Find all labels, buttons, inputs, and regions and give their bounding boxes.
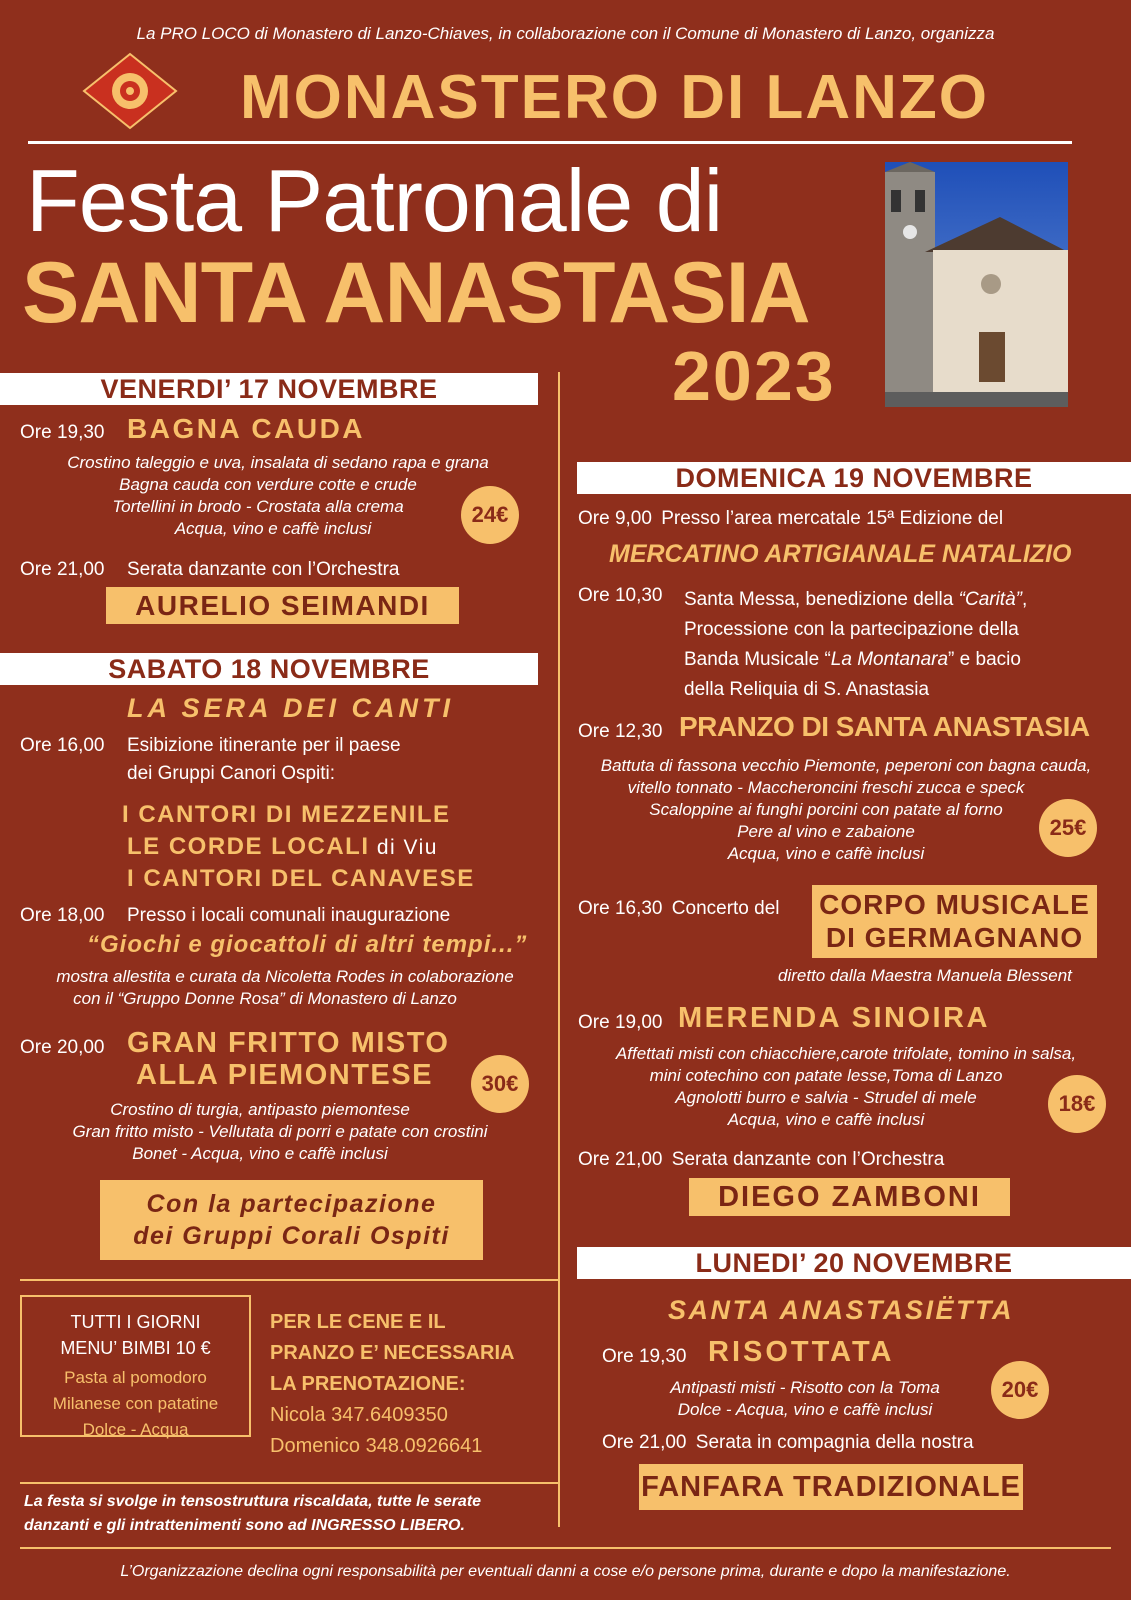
band-box — [812, 885, 1097, 958]
menu-line: Acqua, vino e caffè inclusi — [727, 1110, 925, 1129]
mass-line-4: della Reliquia di S. Anastasia — [684, 679, 930, 700]
mass-line-1 — [684, 585, 1027, 615]
monday-subtitle: SANTA ANASTASIËTTA — [668, 1295, 1014, 1325]
kids-menu-box — [20, 1295, 251, 1437]
merenda-price: 18€ — [1048, 1075, 1106, 1133]
kids-item: Milanese con patatine — [52, 1394, 219, 1413]
menu-line: vitello tonnato - Maccheroncini freschi zucca e speck — [627, 778, 1025, 797]
note-line: con il “Gruppo Donne Rosa” di Monastero di Lanzo — [73, 989, 457, 1008]
band-director: diretto dalla Maestra Manuela Blessent — [778, 966, 1072, 985]
choir-2-name: LE CORDE LOCALI — [127, 833, 370, 860]
sunday-time-1 — [578, 508, 1003, 530]
saturday-time-3: Ore 20,00 — [20, 1037, 105, 1058]
dinner-title-2: ALLA PIEMONTESE — [136, 1059, 433, 1091]
menu-line: Bonet - Acqua, vino e caffè inclusi — [132, 1144, 388, 1163]
saturday-price: 30€ — [471, 1055, 529, 1113]
day-sunday: DOMENICA 19 NOVEMBRE — [577, 462, 1131, 494]
mass-l1b: “Carità” — [958, 589, 1022, 610]
sunday-orchestra: DIEGO ZAMBONI — [689, 1178, 1010, 1216]
lunch-menu — [566, 755, 1126, 865]
saturday-time-1: Ore 16,00 — [20, 735, 105, 756]
saturday-event-2: Presso i locali comunali inaugurazione — [127, 905, 451, 926]
menu-line: Acqua, vino e caffè inclusi — [727, 844, 925, 863]
monday-menu — [630, 1377, 980, 1421]
time-label: Ore 21,00 — [578, 1149, 663, 1170]
menu-line: Bagna cauda con verdure cotte e crude — [119, 475, 417, 494]
menu-line: mini cotechino con patate lesse,Toma di Lanzo — [649, 1066, 1003, 1085]
menu-line: Antipasti misti - Risotto con la Toma — [670, 1378, 940, 1397]
year-title: 2023 — [672, 337, 836, 415]
kids-line: TUTTI I GIORNI — [70, 1312, 201, 1332]
mass-line-2: Processione con la partecipazione della — [684, 619, 1019, 640]
participation-box — [100, 1180, 483, 1260]
mass-text — [684, 585, 1027, 705]
menu-line: Battuta di fassona vecchio Piemonte, peperoni con bagna cauda, — [600, 756, 1092, 775]
saturday-subtitle: LA SERA DEI CANTI — [127, 693, 455, 723]
monday-event-title: RISOTTATA — [708, 1336, 895, 1368]
day-friday: VENERDI’ 17 NOVEMBRE — [0, 373, 538, 405]
exhibit-note — [20, 966, 550, 1010]
booking-info — [270, 1307, 514, 1462]
sunday-time-4 — [578, 898, 780, 920]
event-text: Concerto del — [671, 898, 780, 919]
note-line: La festa si svolge in tensostruttura riscaldata, tutte le serate — [24, 1493, 482, 1510]
lunch-title: PRANZO DI SANTA ANASTASIA — [679, 711, 1090, 742]
event-text: Presso l’area mercatale 15ª Edizione del — [661, 508, 1004, 529]
monday-time-1: Ore 19,30 — [602, 1346, 687, 1367]
friday-dance: Serata danzante con l’Orchestra — [127, 559, 400, 580]
footer-disclaimer: L’Organizzazione declina ogni responsabilità per eventuali danni a cose e/o persone prima, durante e dopo la manifestazione. — [120, 1563, 1011, 1580]
sunday-time-2: Ore 10,30 — [578, 585, 663, 606]
friday-orchestra: AURELIO SEIMANDI — [106, 587, 459, 624]
friday-time-2: Ore 21,00 — [20, 559, 105, 580]
menu-line: Tortellini in brodo - Crostata alla crema — [112, 497, 404, 516]
saturday-event-1a: Esibizione itinerante per il paese — [127, 735, 401, 756]
header-divider — [28, 141, 1072, 144]
kids-line: MENU’ BIMBI 10 € — [60, 1338, 211, 1358]
time-label: Ore 21,00 — [602, 1432, 687, 1453]
menu-line: Affettati misti con chiacchiere,carote trifolate, tomino in salsa, — [615, 1044, 1077, 1063]
friday-menu — [28, 452, 528, 540]
note-line: mostra allestita e curata da Nicoletta Rodes in colaborazione — [56, 967, 514, 986]
lunch-price: 25€ — [1039, 799, 1097, 857]
menu-line: Crostino di turgia, antipasto piemontese — [110, 1100, 410, 1119]
saturday-event-1b: dei Gruppi Canori Ospiti: — [127, 763, 336, 784]
booking-line: PER LE CENE E IL — [270, 1311, 446, 1333]
choir-1: I CANTORI DI MEZZENILE — [122, 801, 451, 828]
note-line: danzanti e gli intrattenimenti sono ad INGRESSO LIBERO. — [24, 1517, 465, 1534]
market-title: MERCATINO ARTIGIANALE NATALIZIO — [609, 540, 1072, 568]
band-line: CORPO MUSICALE — [819, 889, 1090, 920]
menu-line: Gran fritto misto - Vellutata di porri e patate con crostini — [72, 1122, 488, 1141]
menu-line: Pere al vino e zabaione — [737, 822, 915, 841]
fanfara-box: FANFARA TRADIZIONALE — [639, 1464, 1023, 1510]
friday-time-1: Ore 19,30 — [20, 422, 105, 443]
day-saturday: SABATO 18 NOVEMBRE — [0, 653, 538, 685]
band-line: DI GERMAGNANO — [825, 922, 1084, 953]
santa-title: SANTA ANASTASIA — [22, 245, 810, 341]
exhibit-title: “Giochi e giocattoli di altri tempi...” — [87, 931, 528, 958]
venue-note — [24, 1490, 481, 1538]
sunday-time-6 — [578, 1149, 944, 1171]
monday-price: 20€ — [991, 1361, 1049, 1419]
dinner-title-1: GRAN FRITTO MISTO — [127, 1027, 450, 1059]
merenda-menu — [566, 1043, 1126, 1131]
church-photo — [885, 162, 1068, 407]
mass-line-3 — [684, 645, 1027, 675]
participation-line: Con la partecipazione — [146, 1190, 437, 1218]
menu-line: Crostino taleggio e uva, insalata di sedano rapa e grana — [67, 453, 489, 472]
booking-line: PRANZO E’ NECESSARIA — [270, 1342, 515, 1364]
kids-item: Pasta al pomodoro — [64, 1368, 207, 1387]
merenda-title: MERENDA SINOIRA — [678, 1002, 990, 1034]
event-text: Serata in compagnia della nostra — [695, 1432, 974, 1453]
menu-line: Agnolotti burro e salvia - Strudel di mele — [675, 1088, 977, 1107]
choir-2-place: di Viu — [369, 836, 438, 859]
booking-contact: Domenico 348.0926641 — [270, 1435, 483, 1457]
left-bottom-divider — [20, 1279, 560, 1281]
menu-line: Dolce - Acqua, vino e caffè inclusi — [677, 1400, 933, 1419]
friday-price: 24€ — [461, 486, 519, 544]
mass-l3c: ” e bacio — [948, 649, 1021, 670]
sunday-time-3: Ore 12,30 — [578, 721, 663, 742]
time-label: Ore 9,00 — [578, 508, 652, 529]
sunday-time-5: Ore 19,00 — [578, 1012, 663, 1033]
kids-item: Dolce - Acqua — [82, 1420, 189, 1439]
note-divider — [20, 1482, 560, 1484]
day-monday: LUNEDI’ 20 NOVEMBRE — [577, 1247, 1131, 1279]
choir-3: I CANTORI DEL CANAVESE — [127, 865, 475, 892]
town-title: MONASTERO DI LANZO — [240, 63, 989, 132]
proloco-logo — [80, 50, 180, 132]
booking-contact: Nicola 347.6409350 — [270, 1404, 448, 1426]
mass-l3b: La Montanara — [830, 649, 949, 670]
menu-line: Acqua, vino e caffè inclusi — [174, 519, 372, 538]
saturday-time-2: Ore 18,00 — [20, 905, 105, 926]
choir-2 — [127, 833, 438, 861]
friday-event-title: BAGNA CAUDA — [127, 413, 366, 444]
footer-divider — [20, 1547, 1111, 1549]
time-label: Ore 16,30 — [578, 898, 663, 919]
festa-title: Festa Patronale di — [26, 151, 723, 250]
saturday-menu — [20, 1099, 540, 1165]
mass-l1a: Santa Messa, benedizione della — [684, 589, 959, 610]
mass-l1c: , — [1021, 589, 1028, 610]
intro-text: La PRO LOCO di Monastero di Lanzo-Chiaves, in collaborazione con il Comune di Monastero di Lanzo, organizza — [136, 24, 995, 43]
mass-l3a: Banda Musicale “ — [684, 649, 831, 670]
column-divider — [558, 372, 560, 1527]
participation-line: dei Gruppi Corali Ospiti — [133, 1222, 450, 1250]
booking-line: LA PRENOTAZIONE: — [270, 1373, 466, 1395]
event-text: Serata danzante con l’Orchestra — [671, 1149, 945, 1170]
monday-time-2 — [602, 1432, 974, 1454]
menu-line: Scaloppine ai funghi porcini con patate al forno — [649, 800, 1003, 819]
